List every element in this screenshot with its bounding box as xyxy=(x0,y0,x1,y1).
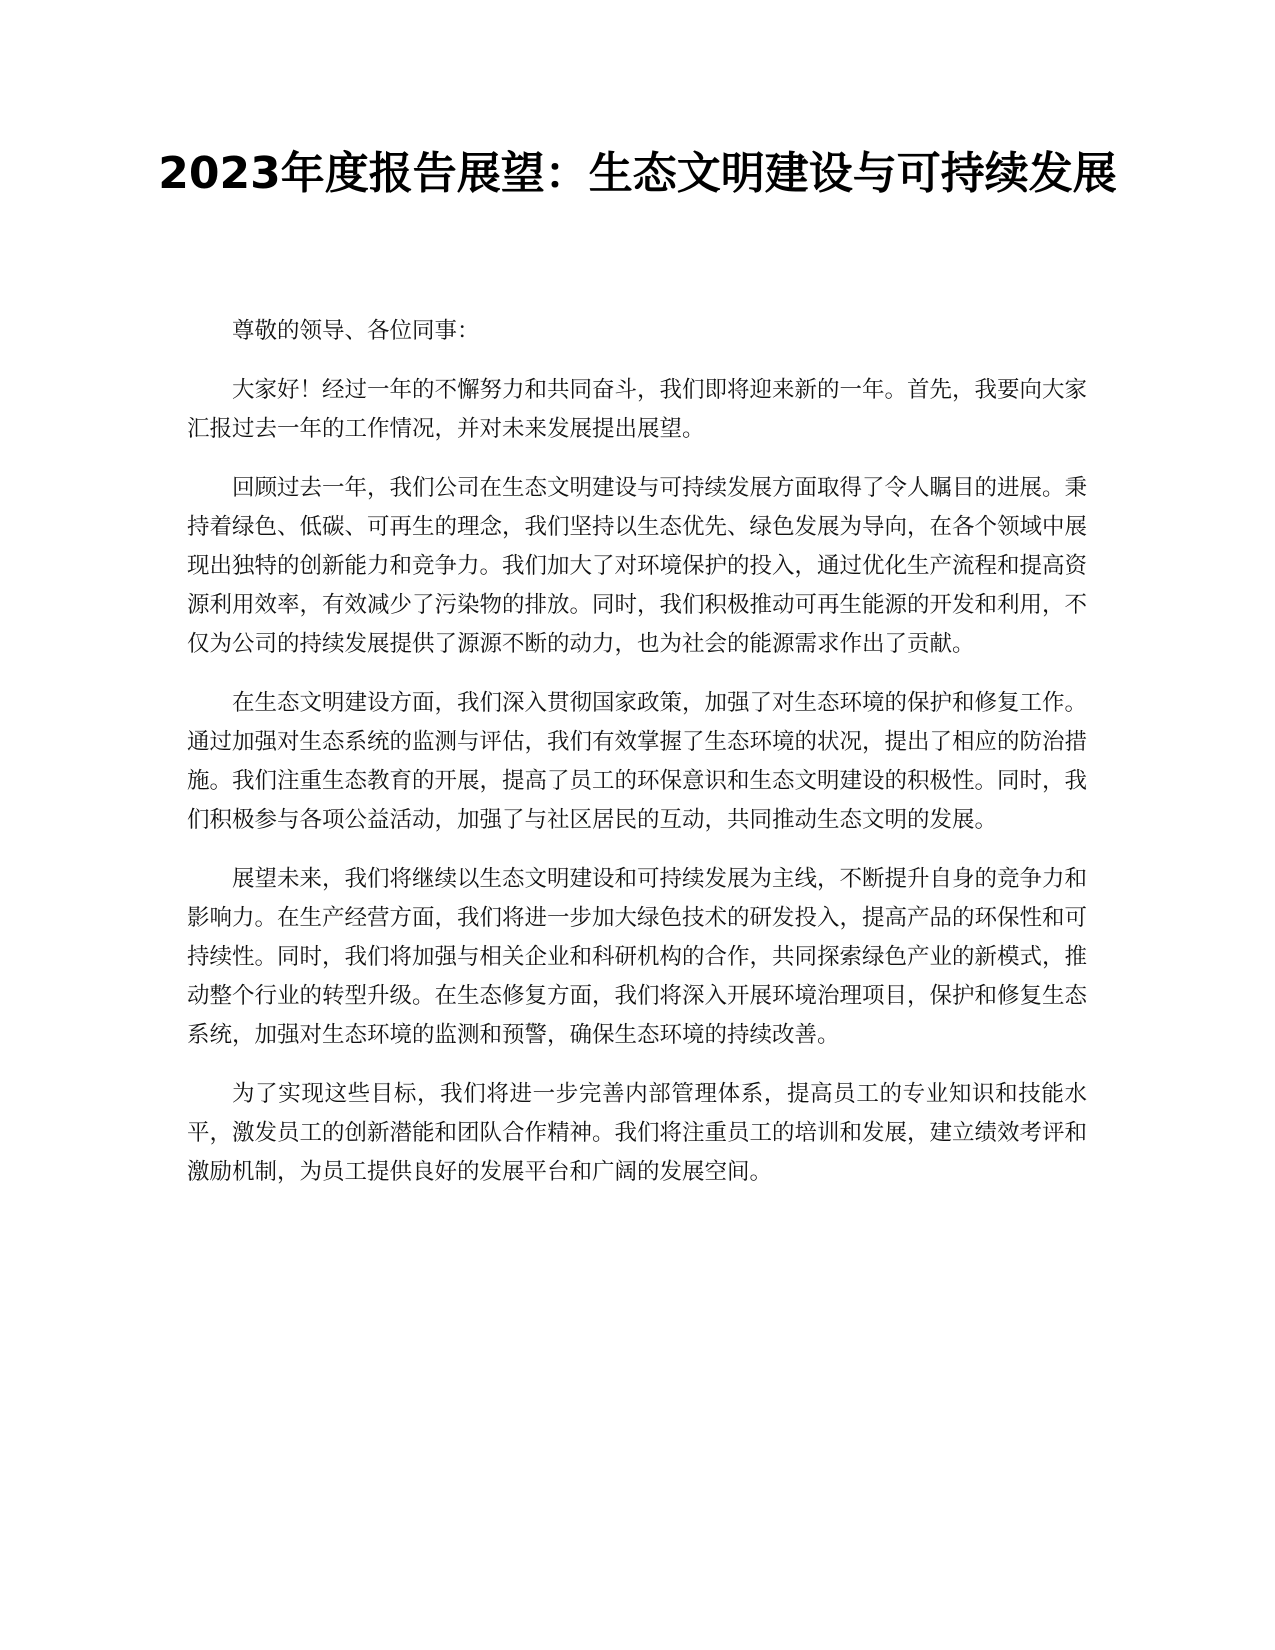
salutation: 尊敬的领导、各位同事： xyxy=(232,318,480,344)
paragraph: 展望未来，我们将继续以生态文明建设和可持续发展为主线，不断提升自身的竞争力和影响力。在生产经营方面，我们将进一步加大绿色技术的研发投入，提高产品的环保性和可持续性。同时，我们将加强与相关企业和科研机构的合作，共同探索绿色产业的新模式，推动整个行业的转型升级。在生态修复方面，我们将深入开展环境治理项目，保护和修复生态系统，加强对生态环境的监测和预警，确保生态环境的持续改善。 xyxy=(187,866,1088,1048)
document-title: 2023年度报告展望：生态文明建设与可持续发展 xyxy=(158,148,1117,199)
paragraph: 大家好！经过一年的不懈努力和共同奋斗，我们即将迎来新的一年。首先，我要向大家汇报过去一年的工作情况，并对未来发展提出展望。 xyxy=(187,377,1088,442)
paragraph: 在生态文明建设方面，我们深入贯彻国家政策，加强了对生态环境的保护和修复工作。通过加强对生态系统的监测与评估，我们有效掌握了生态环境的状况，提出了相应的防治措施。我们注重生态教育的开展，提高了员工的环保意识和生态文明建设的积极性。同时，我们积极参与各项公益活动，加强了与社区居民的互动，共同推动生态文明的发展。 xyxy=(187,690,1088,833)
document-body xyxy=(187,312,1087,1212)
paragraph: 回顾过去一年，我们公司在生态文明建设与可持续发展方面取得了令人瞩目的进展。秉持着绿色、低碳、可再生的理念，我们坚持以生态优先、绿色发展为导向，在各个领域中展现出独特的创新能力和竞争力。我们加大了对环境保护的投入，通过优化生产流程和提高资源利用效率，有效减少了污染物的排放。同时，我们积极推动可再生能源的开发和利用，不仅为公司的持续发展提供了源源不断的动力，也为社会的能源需求作出了贡献。 xyxy=(187,475,1088,657)
paragraph: 为了实现这些目标，我们将进一步完善内部管理体系，提高员工的专业知识和技能水平，激发员工的创新潜能和团队合作精神。我们将注重员工的培训和发展，建立绩效考评和激励机制，为员工提供良好的发展平台和广阔的发展空间。 xyxy=(187,1081,1088,1185)
